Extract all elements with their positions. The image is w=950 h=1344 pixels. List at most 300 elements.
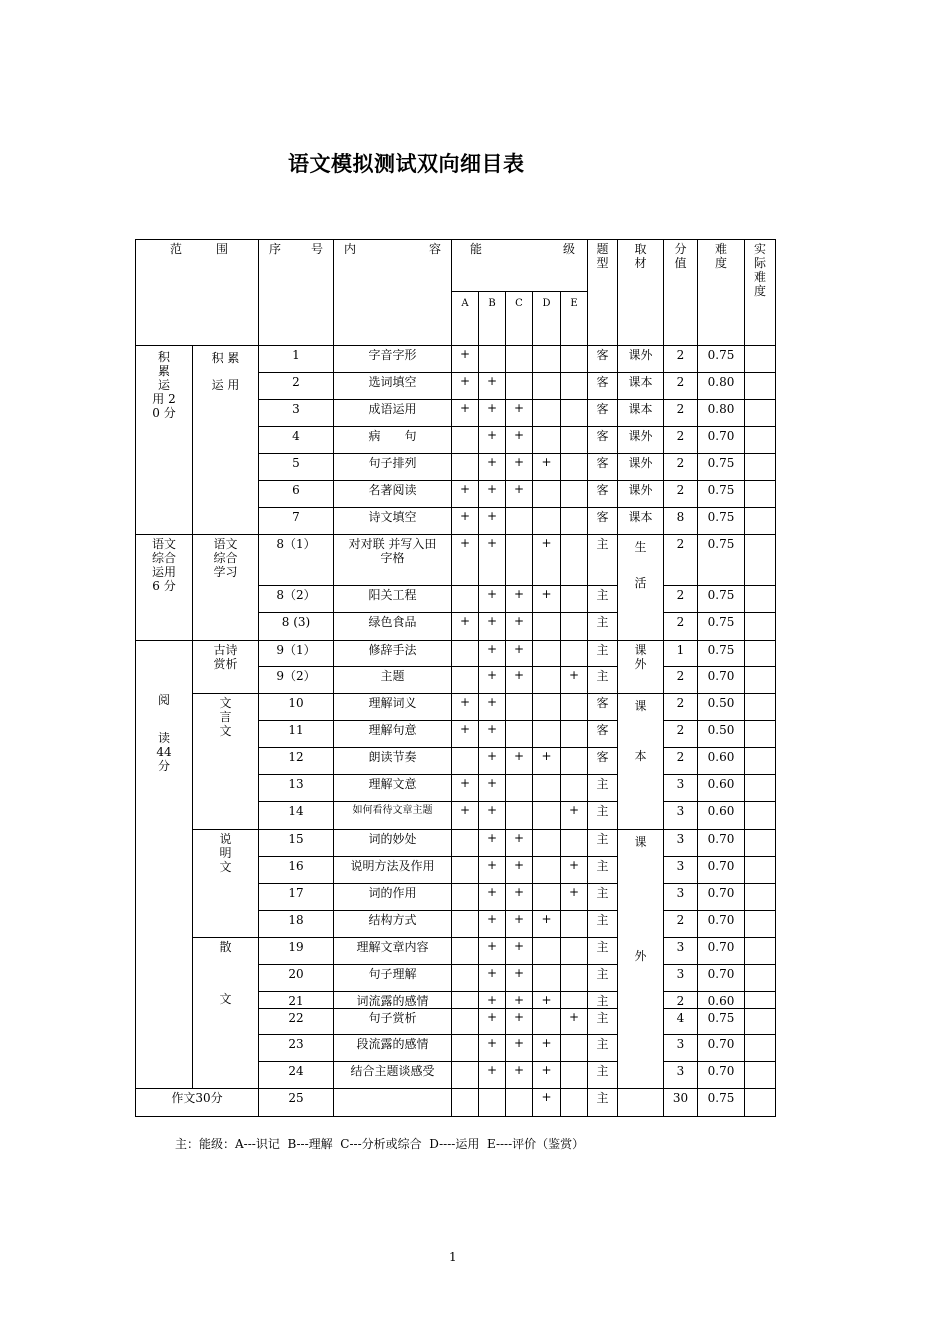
cell-level-c: [506, 667, 533, 694]
level-mark-c: +: [513, 1010, 525, 1024]
cell-no: [259, 884, 334, 911]
item-source: [618, 1089, 663, 1091]
cell-score: [664, 992, 698, 1009]
cell-actual-difficulty: [745, 1089, 776, 1117]
cell-no: [259, 721, 334, 748]
level-mark-c: +: [513, 966, 525, 980]
level-mark-a: [452, 427, 478, 428]
item-score: 2: [676, 750, 685, 764]
cell-content: [334, 938, 452, 965]
level-mark-c: +: [513, 993, 525, 1007]
cell-content: [334, 830, 452, 857]
group-yuedu-3: 44: [156, 745, 172, 759]
cell-actual-difficulty: [745, 373, 776, 400]
cell-level-e: [561, 535, 588, 586]
group-shuoming: [193, 830, 259, 938]
cell-type: [588, 911, 618, 938]
cell-score: [664, 830, 698, 857]
cell-no: [259, 613, 334, 641]
cell-level-b: [479, 613, 506, 641]
item-score: 3: [676, 886, 685, 900]
cell-no: [259, 911, 334, 938]
level-mark-c: [506, 535, 532, 536]
cell-source: [618, 427, 664, 454]
item-number: 13: [288, 777, 304, 791]
cell-content: [334, 613, 452, 641]
item-number: 25: [288, 1091, 304, 1105]
cell-type: [588, 346, 618, 373]
header-xuhao: [259, 240, 334, 346]
group-zonghe-inner-text: 语文综合学习: [213, 537, 238, 579]
level-mark-d: +: [541, 749, 552, 763]
item-score: 3: [676, 832, 685, 846]
level-mark-e: [561, 535, 587, 536]
item-difficulty: 0.70: [707, 859, 735, 873]
cell-level-d: [533, 802, 561, 830]
cell-level-c: [506, 1035, 533, 1062]
level-mark-d: +: [541, 536, 552, 550]
item-type: 主: [596, 804, 609, 818]
cell-source: [618, 373, 664, 400]
cell-actual-difficulty: [745, 508, 776, 535]
level-mark-a: +: [459, 482, 471, 496]
cell-no: [259, 508, 334, 535]
level-mark-e: +: [568, 668, 580, 682]
level-mark-a: [452, 667, 478, 668]
level-mark-b: +: [486, 885, 498, 899]
cell-no: [259, 481, 334, 508]
item-number: 4: [292, 429, 300, 443]
cell-actual-difficulty: [745, 667, 776, 694]
level-mark-c: [506, 694, 532, 695]
group-shuoming-text: 说明文: [219, 832, 232, 874]
cell-no: [259, 586, 334, 613]
item-difficulty: 0.75: [707, 1011, 735, 1025]
group-sanwen: [193, 938, 259, 1089]
level-mark-d: +: [541, 912, 552, 926]
cell-content: [334, 884, 452, 911]
level-mark-a: +: [459, 614, 471, 628]
cell-no: [259, 830, 334, 857]
level-mark-a: +: [459, 509, 471, 523]
cell-type: [588, 721, 618, 748]
cell-score: [664, 427, 698, 454]
item-score: 30: [672, 1091, 689, 1105]
item-difficulty: 0.75: [707, 1091, 735, 1105]
level-mark-e: [561, 694, 587, 695]
cell-level-b: [479, 694, 506, 721]
cell-difficulty: [698, 373, 745, 400]
item-score: 1: [676, 643, 685, 657]
cell-no: [259, 1035, 334, 1062]
qucai-wai2: 外: [634, 949, 647, 963]
item-content: 结合主题谈感受: [350, 1064, 435, 1078]
level-mark-b: +: [486, 803, 498, 817]
level-mark-d: [533, 508, 560, 509]
cell-level-a: [452, 481, 479, 508]
item-content: 段流露的感情: [356, 1037, 429, 1051]
item-type: 客: [596, 348, 609, 362]
cell-level-b: [479, 857, 506, 884]
item-number: 17: [288, 886, 304, 900]
group-jilei-inner-1: 积 累: [211, 351, 240, 365]
item-type: 客: [596, 456, 609, 470]
level-mark-e: [561, 1089, 587, 1090]
cell-difficulty: [698, 721, 745, 748]
level-mark-a: +: [459, 347, 471, 361]
level-mark-b: [479, 346, 505, 347]
zuowen-label: 作文30分: [171, 1091, 223, 1105]
item-content: 词流露的感情: [356, 994, 429, 1008]
level-mark-d: [533, 400, 560, 401]
item-difficulty: 0.80: [707, 402, 735, 416]
level-mark-d: [533, 373, 560, 374]
item-difficulty: 0.75: [707, 510, 735, 524]
cell-level-d: [533, 1035, 561, 1062]
cell-level-d: [533, 400, 561, 427]
cell-level-d: [533, 481, 561, 508]
level-a-text: A: [461, 298, 469, 309]
cell-level-d: [533, 641, 561, 667]
cell-difficulty: [698, 1009, 745, 1035]
level-mark-a: +: [459, 401, 471, 415]
group-jilei-inner: [193, 346, 259, 535]
cell-level-b: [479, 992, 506, 1009]
cell-type: [588, 400, 618, 427]
cell-level-e: [561, 346, 588, 373]
cell-level-a: [452, 857, 479, 884]
item-difficulty: 0.75: [707, 348, 735, 362]
cell-actual-difficulty: [745, 911, 776, 938]
item-content: 诗文填空: [368, 510, 417, 524]
item-content: [334, 1089, 451, 1091]
level-mark-b: +: [486, 614, 498, 628]
level-mark-e: [561, 992, 587, 993]
level-mark-b: +: [486, 993, 498, 1007]
level-mark-d: [533, 721, 560, 722]
cell-score: [664, 694, 698, 721]
level-mark-b: +: [486, 401, 498, 415]
item-score: 2: [676, 588, 685, 602]
item-content: 字音字形: [368, 348, 417, 362]
cell-level-a: [452, 400, 479, 427]
item-score: 2: [676, 696, 685, 710]
level-mark-a: [452, 857, 478, 858]
level-mark-e: [561, 508, 587, 509]
item-type: 主: [596, 643, 609, 657]
item-score: 3: [676, 804, 685, 818]
header-tixing: [588, 240, 618, 346]
level-mark-e: [561, 775, 587, 776]
cell-content: [334, 1009, 452, 1035]
cell-score: [664, 641, 698, 667]
group-yuedu-outer: [136, 641, 193, 1089]
level-mark-a: [452, 911, 478, 912]
cell-level-b: [479, 721, 506, 748]
item-content: 修辞手法: [368, 643, 417, 657]
cell-actual-difficulty: [745, 400, 776, 427]
qucai-ke2: 课: [634, 835, 647, 849]
cell-difficulty: [698, 1089, 745, 1117]
cell-score: [664, 1035, 698, 1062]
item-score: 3: [676, 1064, 685, 1078]
cell-no: [259, 775, 334, 802]
cell-actual-difficulty: [745, 775, 776, 802]
cell-level-c: [506, 373, 533, 400]
item-number: 3: [292, 402, 300, 416]
header-qucai-text: 取材: [634, 242, 647, 270]
item-difficulty: 0.60: [707, 777, 735, 791]
cell-type: [588, 641, 618, 667]
cell-score: [664, 508, 698, 535]
cell-difficulty: [698, 667, 745, 694]
cell-type: [588, 427, 618, 454]
item-content: 理解文意: [368, 777, 417, 791]
level-mark-a: [452, 1035, 478, 1036]
cell-level-a: [452, 694, 479, 721]
cell-actual-difficulty: [745, 535, 776, 586]
level-mark-a: [452, 992, 478, 993]
level-c: [506, 292, 533, 346]
cell-level-c: [506, 830, 533, 857]
cell-level-c: [506, 694, 533, 721]
cell-level-c: [506, 613, 533, 641]
cell-content: [334, 667, 452, 694]
cell-difficulty: [698, 694, 745, 721]
cell-level-a: [452, 454, 479, 481]
level-mark-e: [561, 373, 587, 374]
cell-type: [588, 1062, 618, 1089]
item-number: 15: [288, 832, 304, 846]
level-mark-b: +: [486, 858, 498, 872]
item-content: 句子排列: [368, 456, 417, 470]
item-type: 主: [596, 537, 609, 551]
level-mark-c: +: [513, 587, 525, 601]
header-tixing-text: 题型: [596, 242, 609, 270]
cell-content: [334, 481, 452, 508]
level-mark-e: [561, 481, 587, 482]
cell-actual-difficulty: [745, 427, 776, 454]
level-mark-e: [561, 400, 587, 401]
item-score: 2: [676, 429, 685, 443]
item-source: 课本: [628, 510, 653, 524]
level-mark-c: [506, 346, 532, 347]
cell-level-d: [533, 721, 561, 748]
cell-level-b: [479, 373, 506, 400]
cell-difficulty: [698, 748, 745, 775]
cell-level-c: [506, 992, 533, 1009]
cell-level-d: [533, 1062, 561, 1089]
item-score: 2: [676, 348, 685, 362]
cell-actual-difficulty: [745, 641, 776, 667]
level-mark-b: +: [486, 374, 498, 388]
item-number: 1: [292, 348, 300, 362]
level-mark-a: [452, 884, 478, 885]
cell-content: [334, 373, 452, 400]
item-number: 24: [288, 1064, 304, 1078]
item-difficulty: 0.75: [707, 588, 735, 602]
item-content: 句子赏析: [368, 1011, 417, 1025]
item-difficulty: 0.70: [707, 669, 735, 683]
item-number: 16: [288, 859, 304, 873]
cell-level-d: [533, 938, 561, 965]
qucai-ben: 本: [634, 749, 647, 763]
cell-type: [588, 694, 618, 721]
cell-level-a: [452, 586, 479, 613]
item-number: 14: [288, 804, 304, 818]
item-difficulty: 0.70: [707, 913, 735, 927]
cell-level-a: [452, 373, 479, 400]
item-score: 2: [676, 402, 685, 416]
cell-level-d: [533, 535, 561, 586]
cell-type: [588, 1035, 618, 1062]
cell-difficulty: [698, 613, 745, 641]
item-number: 8（2）: [276, 588, 316, 602]
item-source: 课本: [628, 375, 653, 389]
group-yuedu-1: 阅: [157, 693, 170, 707]
cell-level-b: [479, 427, 506, 454]
cell-level-b: [479, 454, 506, 481]
level-b-text: B: [488, 298, 496, 309]
cell-difficulty: [698, 1035, 745, 1062]
cell-level-e: [561, 1089, 588, 1117]
cell-score: [664, 481, 698, 508]
item-difficulty: 0.70: [707, 832, 735, 846]
cell-no: [259, 667, 334, 694]
level-b: [479, 292, 506, 346]
level-mark-b: +: [486, 509, 498, 523]
cell-score: [664, 857, 698, 884]
item-number: 8（1）: [276, 537, 316, 551]
item-type: 主: [596, 1037, 609, 1051]
qucai-shenghuo: [618, 535, 664, 641]
item-type: 主: [596, 1091, 609, 1105]
header-fanwei: [136, 240, 259, 346]
item-source: 课外: [628, 429, 653, 443]
item-number: 19: [288, 940, 304, 954]
cell-level-c: [506, 508, 533, 535]
item-number: 18: [288, 913, 304, 927]
cell-level-e: [561, 481, 588, 508]
item-source: 课本: [628, 402, 653, 416]
level-mark-b: +: [486, 831, 498, 845]
cell-actual-difficulty: [745, 481, 776, 508]
item-source: 课外: [628, 483, 653, 497]
cell-level-d: [533, 586, 561, 613]
cell-level-e: [561, 508, 588, 535]
cell-difficulty: [698, 884, 745, 911]
level-mark-e: +: [568, 803, 580, 817]
item-difficulty: 0.75: [707, 483, 735, 497]
qucai-keben: [618, 694, 664, 830]
level-mark-c: [506, 373, 532, 374]
table-row: [136, 535, 776, 586]
cell-difficulty: [698, 454, 745, 481]
level-mark-a: +: [459, 776, 471, 790]
item-content: 绿色食品: [368, 615, 417, 629]
item-type: 客: [596, 375, 609, 389]
item-number: 12: [288, 750, 304, 764]
cell-difficulty: [698, 938, 745, 965]
cell-level-b: [479, 481, 506, 508]
spec-table: [135, 239, 776, 1117]
cell-level-e: [561, 938, 588, 965]
header-fanwei-1: 范: [170, 242, 183, 256]
level-mark-b: +: [486, 776, 498, 790]
level-mark-d: [533, 641, 560, 642]
cell-level-b: [479, 586, 506, 613]
level-mark-e: [561, 965, 587, 966]
item-content: 病 句: [368, 429, 417, 443]
cell-level-c: [506, 775, 533, 802]
header-nengji-2: 级: [562, 242, 575, 256]
level-mark-d: +: [541, 455, 552, 469]
level-mark-e: [561, 721, 587, 722]
group-wenyan-text: 文言文: [219, 696, 232, 738]
item-content: 如何看待文章主题: [352, 805, 433, 816]
level-mark-d: +: [541, 993, 552, 1007]
group-wenyan: [193, 694, 259, 830]
level-mark-e: [561, 938, 587, 939]
level-mark-e: [561, 613, 587, 614]
cell-level-a: [452, 1089, 479, 1117]
level-mark-b: +: [486, 668, 498, 682]
cell-source: [618, 1089, 664, 1117]
level-mark-d: [533, 427, 560, 428]
item-type: 客: [596, 402, 609, 416]
group-sanwen-2: 文: [219, 992, 232, 1006]
item-source: 课外: [628, 348, 653, 362]
item-number: 6: [292, 483, 300, 497]
cell-score: [664, 454, 698, 481]
cell-level-b: [479, 938, 506, 965]
qucai-ke: 课: [634, 699, 647, 713]
cell-no: [259, 641, 334, 667]
cell-difficulty: [698, 830, 745, 857]
cell-level-e: [561, 641, 588, 667]
cell-level-d: [533, 965, 561, 992]
cell-level-a: [452, 641, 479, 667]
cell-score: [664, 613, 698, 641]
level-mark-e: [561, 427, 587, 428]
cell-type: [588, 1089, 618, 1117]
cell-level-a: [452, 1062, 479, 1089]
cell-score: [664, 1089, 698, 1117]
cell-level-e: [561, 830, 588, 857]
level-c-text: C: [515, 298, 523, 309]
cell-source: [618, 400, 664, 427]
cell-level-b: [479, 965, 506, 992]
level-mark-d: [533, 1009, 560, 1010]
cell-type: [588, 857, 618, 884]
cell-content: [334, 721, 452, 748]
cell-level-e: [561, 427, 588, 454]
cell-level-a: [452, 535, 479, 586]
cell-level-b: [479, 508, 506, 535]
cell-difficulty: [698, 802, 745, 830]
group-yuedu-4: 分: [157, 759, 170, 773]
level-mark-c: +: [513, 482, 525, 496]
cell-no: [259, 1062, 334, 1089]
item-content: 主题: [380, 669, 405, 683]
cell-level-c: [506, 1009, 533, 1035]
cell-no: [259, 1009, 334, 1035]
level-mark-c: +: [513, 455, 525, 469]
cell-score: [664, 667, 698, 694]
header-fanwei-2: 围: [215, 242, 228, 256]
cell-actual-difficulty: [745, 857, 776, 884]
cell-level-e: [561, 454, 588, 481]
